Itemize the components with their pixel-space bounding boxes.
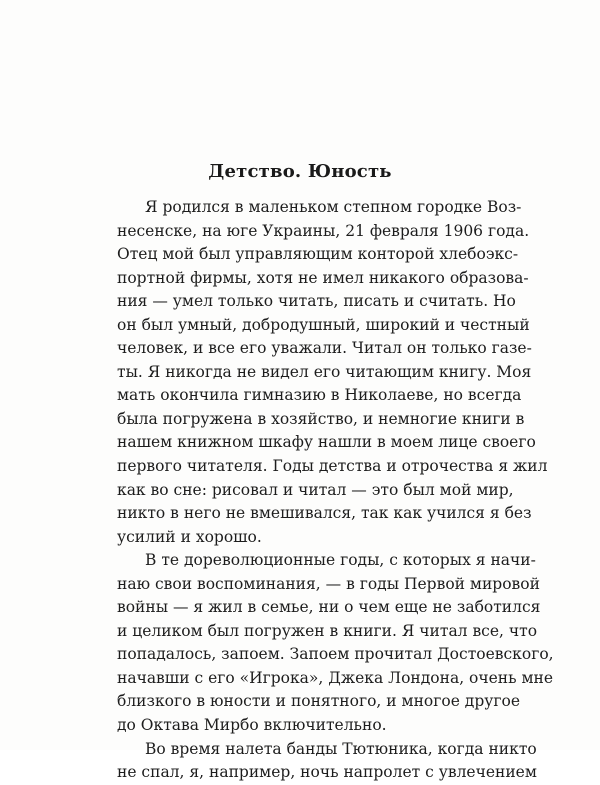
body-text <box>117 196 554 785</box>
text-line: человек, и все его уважали. Читал он только газе- <box>117 339 532 358</box>
text-line: как во сне: рисовал и читал — это был мой мир, <box>117 480 514 499</box>
text-line: мать окончила гимназию в Николаеве, но всегда <box>117 386 522 405</box>
text-line: несенске, на юге Украины, 21 февраля 1906 года. <box>117 221 530 240</box>
text-line: ния — умел только читать, писать и считать. Но <box>117 292 516 311</box>
paragraph-1 <box>117 196 548 549</box>
text-line: портной фирмы, хотя не имел никакого образова- <box>117 268 529 287</box>
text-line: Отец мой был управляющим конторой хлебоэкс- <box>117 245 519 264</box>
text-line: первого читателя. Годы детства и отрочества я жил <box>117 457 548 476</box>
text-line: Я родился в маленьком степном городке Воз- <box>145 198 522 216</box>
text-line: не спал, я, например, ночь напролет с увлечением <box>117 763 537 782</box>
text-line: В те дореволюционные годы, с которых я начи- <box>145 551 536 570</box>
text-line: усилий и хорошо. <box>117 527 262 546</box>
text-line: близкого в юности и понятного, и многое другое <box>117 692 520 711</box>
text-line: он был умный, добродушный, широкий и честный <box>117 315 530 334</box>
text-line: и целиком был погружен в книги. Я читал все, что <box>117 621 538 640</box>
text-line: до Октава Мирбо включительно. <box>117 716 387 735</box>
text-line: нашем книжном шкафу нашли в моем лице своего <box>117 433 536 452</box>
text-line: Во время налета банды Тютюника, когда никто <box>145 739 537 758</box>
chapter-title: Детство. Юность <box>208 161 392 182</box>
paragraph-2 <box>117 549 554 737</box>
text-line: была погружена в хозяйство, и немногие книги в <box>117 409 525 428</box>
paragraph-3 <box>117 738 537 785</box>
text-line: начавши с его «Игрока», Джека Лондона, очень мне <box>117 668 554 687</box>
text-line: никто в него не вмешивался, так как учился я без <box>117 504 532 523</box>
text-line: войны — я жил в семье, ни о чем еще не заботился <box>117 598 541 617</box>
text-line: ты. Я никогда не видел его читающим книгу. Моя <box>117 362 532 381</box>
text-line: попадалось, запоем. Запоем прочитал Достоевского, <box>117 645 554 664</box>
text-line: наю свои воспоминания, — в годы Первой мировой <box>117 574 540 593</box>
